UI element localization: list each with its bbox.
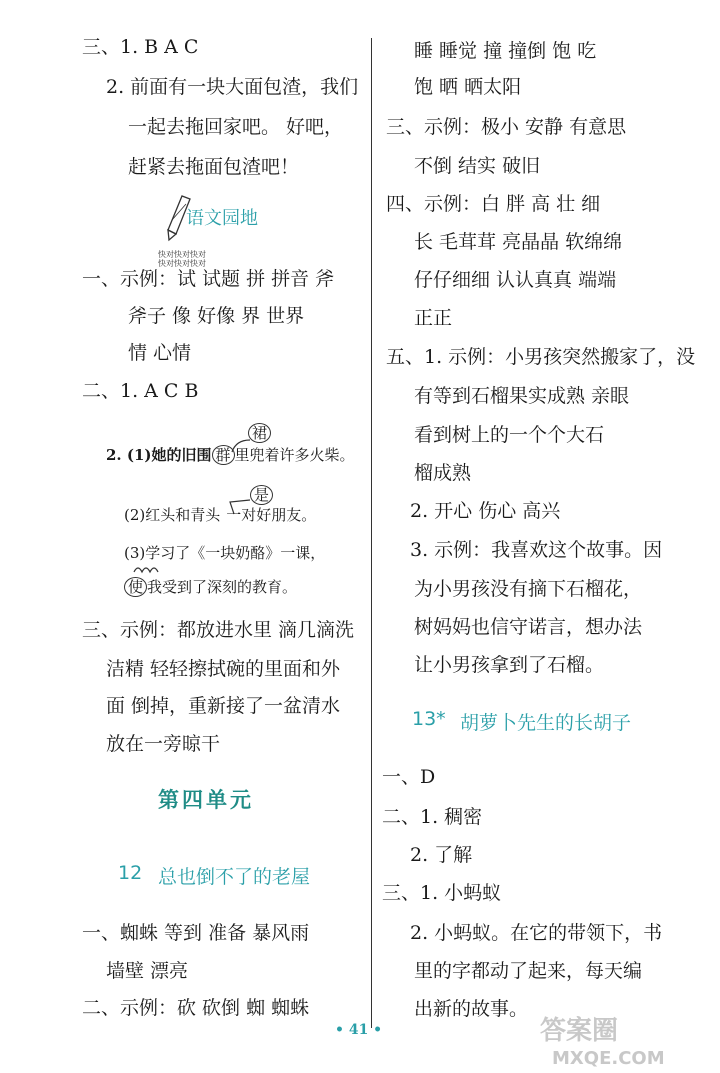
lesson-title: 胡萝卜先生的长胡子 — [460, 712, 632, 734]
watermark-url: MXQE.COM — [552, 1048, 665, 1069]
answer-line: 仔仔细细 认认真真 端端 — [414, 269, 617, 291]
answer-line: 出新的故事。 — [414, 998, 529, 1020]
answer-line: 正正 — [414, 307, 453, 329]
section-title-yuwen: 语文园地 — [186, 208, 258, 229]
answer-line: 榴成熟 — [414, 462, 472, 484]
correct-char: 裙 — [248, 423, 271, 443]
answer-line: 不倒 结实 破旧 — [414, 155, 541, 177]
wrong-char: 群 — [212, 445, 235, 465]
answer-line: 2. 前面有一块大面包渣，我们 — [106, 76, 359, 98]
answer-line: 2. 开心 伤心 高兴 — [410, 500, 561, 522]
answer-line: 里的字都动了起来，每天编 — [414, 960, 643, 982]
lesson-title: 总也倒不了的老屋 — [158, 866, 311, 888]
answer-line: 赶紧去拖面包渣吧！ — [128, 156, 300, 178]
answer-line: 墙壁 漂亮 — [106, 960, 189, 982]
answer-line: 饱 晒 晒太阳 — [414, 76, 522, 98]
answer-line: 四、示例：白 胖 高 壮 细 — [386, 193, 601, 215]
answer-line: 一、示例：试 试题 拼 拼音 斧 — [82, 268, 335, 290]
insert-char: 是 — [250, 485, 273, 505]
answer-line: 面 倒掉，重新接了一盆清水 — [106, 695, 341, 717]
correction-line-3: (3)学习了《一块奶酪》一课， — [124, 544, 326, 562]
badge-tip-text: 快对快对快对 — [158, 250, 206, 259]
page-number: • 41 • — [335, 1022, 383, 1038]
answer-line: 三、示例：都放进水里 滴几滴洗 — [82, 619, 355, 641]
answer-line: 斧子 像 好像 界 世界 — [128, 305, 305, 327]
correction-line-2: (2)红头和青头 一对好朋友。 — [124, 506, 317, 524]
answer-line: 让小男孩拿到了石榴。 — [414, 654, 605, 676]
answer-line: 一、蜘蛛 等到 准备 暴风雨 — [82, 922, 310, 944]
lesson-number: 13* — [412, 708, 446, 730]
answer-line: 二、1. 稠密 — [382, 806, 483, 828]
lesson-number: 12 — [118, 862, 143, 884]
correction-line-4: 使 我受到了深刻的教育。 — [124, 574, 297, 600]
answer-line: 2. 了解 — [410, 844, 473, 866]
correction-line-1: 2. (1)她的旧围 群 里兜着许多火柴。 — [106, 446, 355, 464]
answer-line: 一起去拖回家吧。 好吧， — [128, 116, 344, 138]
answer-line: 为小男孩没有摘下石榴花， — [414, 578, 643, 600]
unit-title: 第四单元 — [158, 787, 254, 812]
watermark-logo: 答案圈 — [540, 1016, 619, 1046]
answer-line: 情 心情 — [128, 342, 192, 364]
answer-line: 放在一旁晾干 — [106, 733, 221, 755]
answer-line: 3. 示例：我喜欢这个故事。因 — [410, 539, 663, 561]
answer-line: 三、1. 小蚂蚁 — [382, 882, 502, 904]
answer-line: 一、D — [382, 766, 436, 788]
answer-line: 二、1. A C B — [82, 380, 199, 402]
answer-line: 二、示例：砍 砍倒 蜘 蜘蛛 — [82, 997, 310, 1019]
answer-line: 睡 睡觉 撞 撞倒 饱 吃 — [414, 40, 597, 62]
answer-line: 看到树上的一个个大石 — [414, 424, 605, 446]
answer-line: 三、示例：极小 安静 有意思 — [386, 116, 627, 138]
answer-line: 2. 小蚂蚁。在它的带领下，书 — [410, 922, 663, 944]
deleted-char: 使 — [124, 577, 147, 597]
answer-line: 树妈妈也信守诺言，想办法 — [414, 616, 643, 638]
answer-line: 长 毛茸茸 亮晶晶 软绵绵 — [414, 231, 623, 253]
answer-line: 洁精 轻轻擦拭碗的里面和外 — [106, 658, 341, 680]
answer-line: 有等到石榴果实成熟 亲眼 — [414, 385, 630, 407]
badge-tip-text: 快对快对快对 — [158, 259, 206, 268]
answer-line: 三、1. B A C — [82, 36, 199, 58]
column-divider — [371, 38, 372, 1028]
answer-line: 五、1. 示例：小男孩突然搬家了，没 — [386, 346, 696, 368]
